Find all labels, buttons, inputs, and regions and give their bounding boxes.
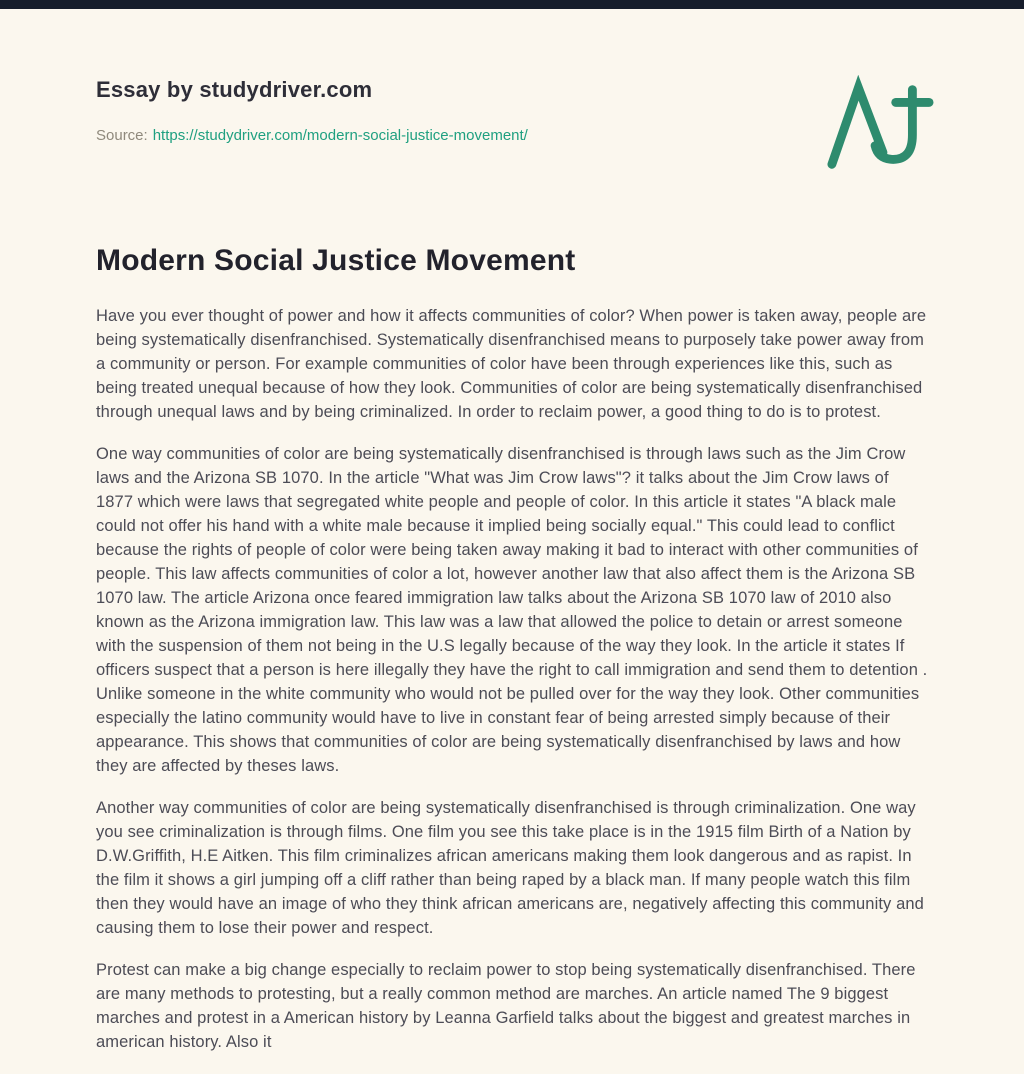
essay-paragraph-2: One way communities of color are being systematically disenfranchised is through laws such as the Jim Crow laws and the Arizona SB 1070. In the article "What was Jim Crow laws"? it talks about the Jim Crow laws of 1877 which were laws that segregated white people and people of color. In this article it states "A black male could not offer his hand with a white male because it implied being socially equal." This could lead to conflict because the rights of people of color were being taken away making it bad to interact with other communities of people. This law affects communities of color a lot, however another law that also affect them is the Arizona SB 1070 law. The article Arizona once feared immigration law talks about the Arizona SB 1070 law of 2010 also known as the Arizona immigration law. This law was a law that allowed the police to detain or arrest someone with the suspension of them not being in the U.S legally because of the way they look. In the article it states If officers suspect that a person is here illegally they have the right to call immigration and send them to detention . Unlike someone in the white community who would not be pulled over for the way they look. Other communities especially the latino community would have to live in constant fear of being arrested simply because of their appearance. This shows that communities of color are being systematically disenfranchised by laws and how they are affected by theses laws. xyxy=(96,445,928,775)
document-page xyxy=(0,9,1024,1054)
source-line xyxy=(96,127,928,144)
studydriver-logo-icon xyxy=(826,75,934,175)
essay-byline: Essay by studydriver.com xyxy=(96,77,373,102)
essay-paragraph-1: Have you ever thought of power and how it affects communities of color? When power is taken away, people are being systematically disenfranchised. Systematically disenfranchised means to purposely take power away from a community or person. For example communities of color have been through experiences like this, such as being treated unequal because of how they look. Communities of color are being systematically disenfranchised through unequal laws and by being criminalized. In order to reclaim power, a good thing to do is to protest. xyxy=(96,307,927,421)
article-main xyxy=(96,244,928,1054)
essay-paragraph-3: Another way communities of color are being systematically disenfranchised is through criminalization. One way you see criminalization is through films. One film you see this take place is in the 1915 film Birth of a Nation by D.W.Griffith, H.E Aitken. This film criminalizes african americans making them look dangerous and as rapist. In the film it shows a girl jumping off a cliff rather than being raped by a black man. If many people watch this film then they would have an image of who they think african americans are, negatively affecting this community and causing them to lose their power and respect. xyxy=(96,799,924,937)
source-label: Source: xyxy=(96,127,148,144)
document-header xyxy=(96,9,928,144)
source-link[interactable]: https://studydriver.com/modern-social-justice-movement/ xyxy=(152,127,528,144)
page-title: Modern Social Justice Movement xyxy=(96,244,576,277)
essay-paragraph-4: Protest can make a big change especially to reclaim power to stop being systematically disenfranchised. There are many methods to protesting, but a really common method are marches. An article named The 9 biggest marches and protest in a American history by Leanna Garfield talks about the biggest and greatest marches in american history. Also it xyxy=(96,961,916,1051)
top-accent-bar xyxy=(0,0,1024,9)
article-body xyxy=(96,304,928,1054)
